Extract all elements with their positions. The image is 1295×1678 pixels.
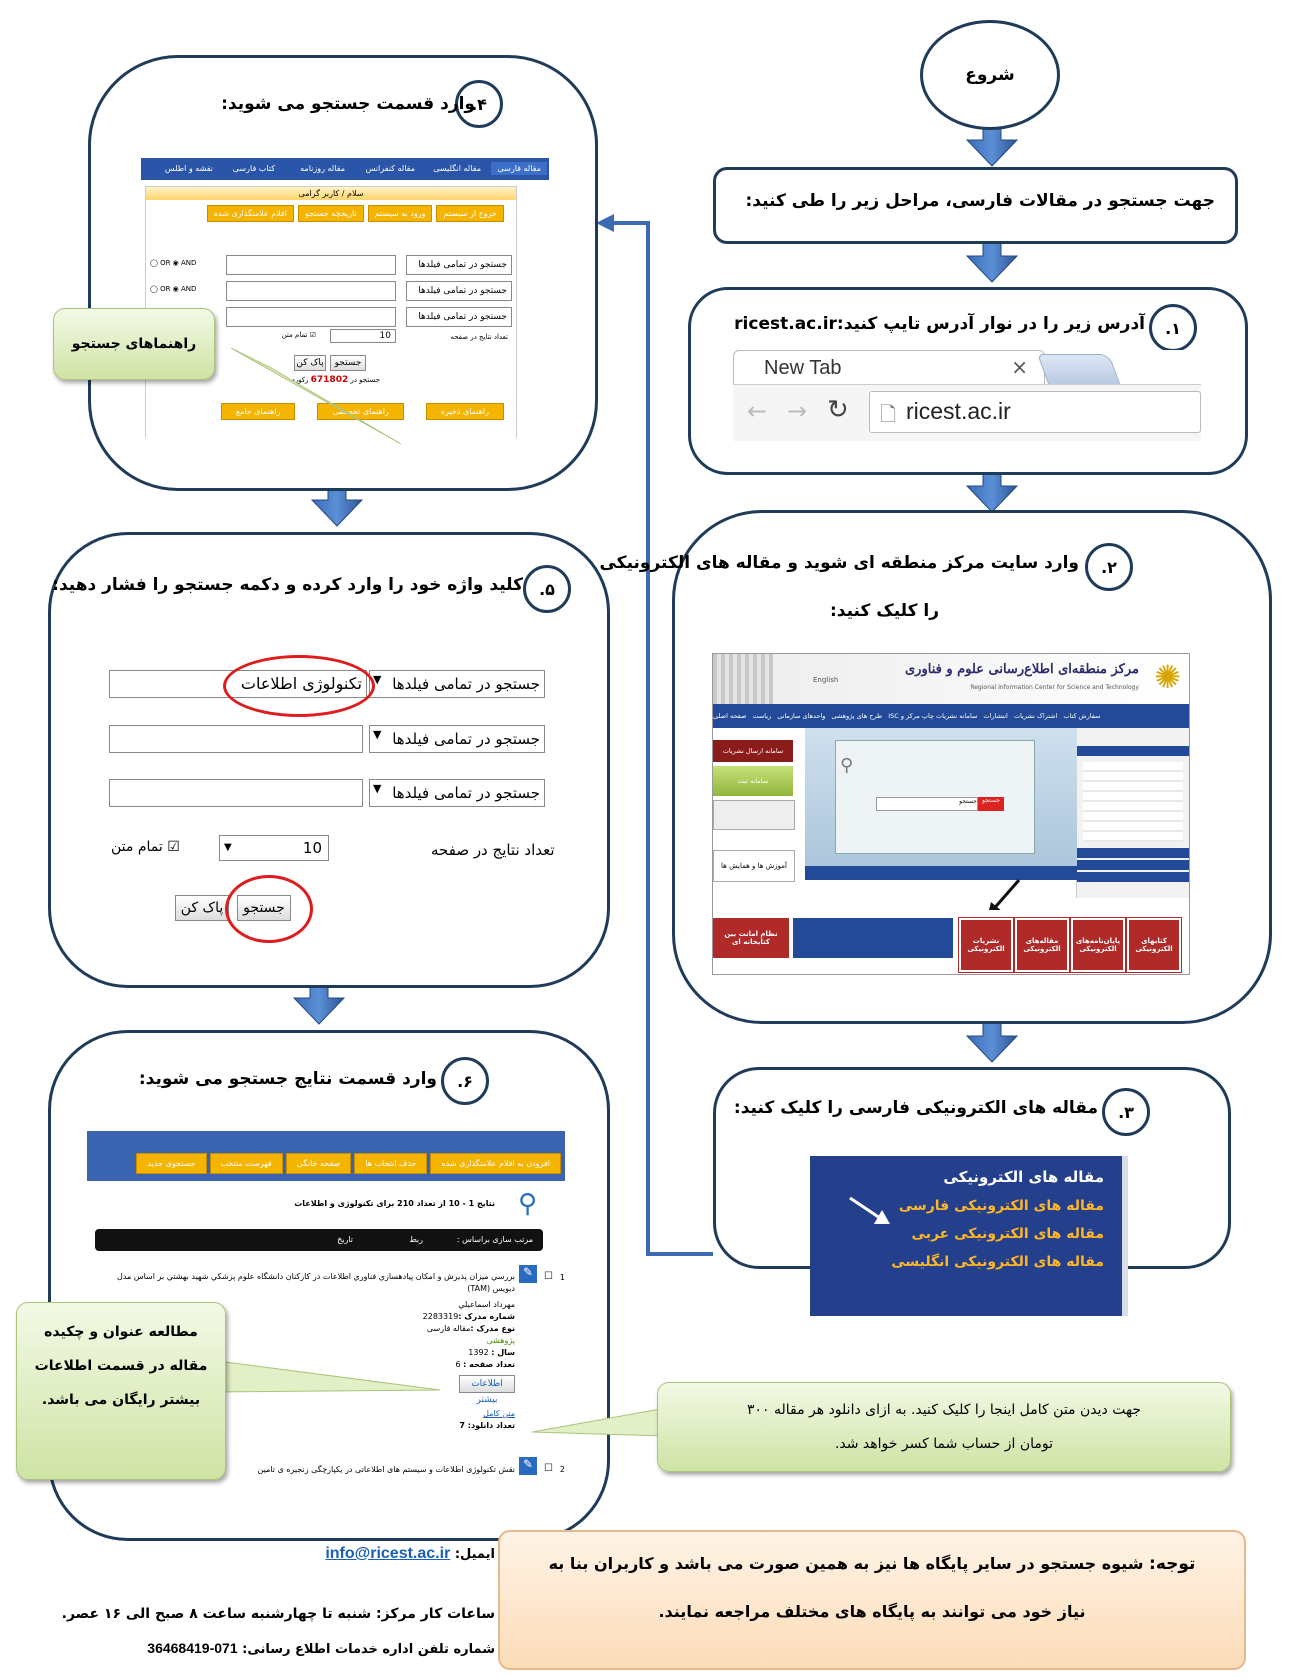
lang-link[interactable]: English bbox=[813, 676, 839, 684]
history-button[interactable]: تاریخچه جستجو bbox=[298, 205, 364, 222]
per-page-label: تعداد نتایج در صفحه bbox=[431, 841, 555, 859]
browser-tab[interactable] bbox=[733, 350, 1045, 385]
result2-title[interactable]: نقش تکنولوژی اطلاعات و سیستم های اطلاعاتی در یکپارچگی زنجیره ی تامین bbox=[257, 1465, 515, 1474]
step5-box bbox=[48, 532, 610, 988]
menu-item[interactable]: طرح های پژوهشی bbox=[831, 712, 883, 720]
menu-item-farsi[interactable]: مقاله های الکترونیکی فارسی bbox=[898, 1198, 1104, 1214]
intro-box bbox=[713, 167, 1238, 244]
result-index: 2 bbox=[559, 1465, 565, 1474]
side-tile-1[interactable]: سامانه ارسال نشریات bbox=[713, 740, 793, 762]
sort-date[interactable]: تاریخ bbox=[337, 1235, 353, 1244]
sort-bar bbox=[95, 1229, 543, 1251]
site-menu bbox=[713, 704, 1190, 728]
help-callout: راهنماهای جستجو bbox=[53, 308, 215, 380]
menu-item[interactable]: انتشارات bbox=[983, 712, 1008, 720]
greeting: سلام / کاربر گرامی bbox=[146, 187, 516, 200]
step2-box bbox=[599, 510, 1272, 1024]
bool-row[interactable]: ◯ OR ◉ AND bbox=[150, 285, 197, 293]
panel-footer bbox=[805, 866, 1077, 880]
down-arrow-intro bbox=[967, 242, 1017, 282]
keyword-input[interactable] bbox=[226, 281, 396, 301]
field-select-1[interactable]: جستجو در تمامی فیلدها bbox=[369, 670, 545, 698]
tab-home[interactable]: صفحه خانگی bbox=[286, 1153, 352, 1174]
note-label: توجه: bbox=[1149, 1554, 1196, 1574]
site-title: مرکز منطقه‌ای اطلاع‌رسانی علوم و فناوری bbox=[905, 662, 1139, 677]
bottom-tiles bbox=[713, 910, 1189, 974]
browser-toolbar bbox=[733, 384, 1201, 441]
site-search-input[interactable]: جستجو bbox=[876, 797, 978, 811]
step1-box bbox=[688, 287, 1248, 475]
tab-books[interactable]: کتاب فارسی bbox=[232, 164, 275, 173]
step1-number: .۱ bbox=[1149, 304, 1197, 352]
clear-button[interactable]: پاک کن bbox=[175, 895, 229, 921]
field-select-2[interactable]: جستجو در تمامی فیلدها bbox=[369, 725, 545, 753]
side-tile-3[interactable]: آموزش ها و همایش ها bbox=[713, 850, 795, 882]
callout-pointer-left bbox=[200, 1340, 460, 1420]
note-line2: نیاز خود می توانند به پایگاه های مختلف مراجعه نمایند. bbox=[658, 1602, 1086, 1621]
forward-arrow-icon[interactable]: → bbox=[787, 397, 808, 425]
tab-farsi[interactable]: مقاله فارسی bbox=[491, 162, 547, 175]
new-tab-button[interactable] bbox=[1037, 354, 1121, 386]
help-special[interactable]: راهنمای تخصصی bbox=[317, 403, 404, 420]
site-header bbox=[713, 654, 1189, 704]
keyword-input[interactable] bbox=[226, 255, 396, 275]
sidebar-link[interactable] bbox=[1077, 848, 1189, 858]
menu-item[interactable]: اشتراک نشریات bbox=[1013, 712, 1058, 720]
search-button[interactable]: جستجو bbox=[237, 895, 291, 921]
field-select[interactable]: جستجو در تمامی فیلدها bbox=[406, 281, 512, 301]
note-line1: توجه: شیوه جستجو در سایر پایگاه ها نیز به همین صورت می باشد و کاربران بنا به bbox=[548, 1554, 1196, 1574]
menu-item-arabic[interactable]: مقاله های الکترونیکی عربی bbox=[911, 1226, 1104, 1242]
menu-item[interactable]: صفحه اصلی bbox=[713, 712, 747, 720]
tile-ebooks[interactable]: کتابهای الکترونیکی bbox=[1127, 918, 1181, 972]
menu-item[interactable]: سفارش کتاب bbox=[1063, 712, 1101, 720]
menu-item-english[interactable]: مقاله های الکترونیکی انگلیسی bbox=[891, 1254, 1104, 1270]
phone-label: شماره تلفن اداره خدمات اطلاع رسانی: bbox=[242, 1642, 495, 1657]
reload-icon[interactable]: ↻ bbox=[827, 395, 849, 425]
fulltext-checkbox[interactable]: ☑ تمام متن bbox=[111, 839, 180, 855]
step6-text: وارد قسمت نتایج جستجو می شوید: bbox=[138, 1069, 437, 1089]
sidebar-link[interactable] bbox=[1077, 872, 1189, 882]
help-save[interactable]: راهنمای ذخیره bbox=[426, 403, 504, 420]
email-link[interactable]: info@ricest.ac.ir bbox=[325, 1545, 451, 1562]
start-oval bbox=[920, 20, 1060, 130]
tab-new-search[interactable]: جستجوی جدید bbox=[136, 1153, 206, 1174]
step1-text: آدرس زیر را در نوار آدرس تایپ کنید:ricest.ac.ir bbox=[734, 314, 1145, 334]
tab-label: New Tab bbox=[764, 357, 842, 379]
abstract-callout-line: مقاله در قسمت اطلاعات bbox=[34, 1358, 208, 1374]
center-search-panel bbox=[805, 728, 1077, 880]
login-button[interactable]: ورود به سیستم bbox=[368, 205, 433, 222]
sidebar-link[interactable] bbox=[1077, 860, 1189, 870]
tab-conference[interactable]: مقاله کنفرانس bbox=[365, 164, 415, 173]
phone-line bbox=[147, 1640, 495, 1657]
step5-text: کلید واژه خود را وارد کرده و دکمه جستجو را فشار دهید: bbox=[52, 575, 523, 595]
email-line bbox=[325, 1545, 495, 1563]
result1-meta: مهرداد اسماعيلي شماره مدرک :2283319 نوع مدرک :مقاله فارسی پژوهشی سال : 1392 تعداد صفحه : 6 bbox=[422, 1300, 515, 1369]
highlight-circle bbox=[225, 875, 313, 943]
step2-number: .۲ bbox=[1085, 543, 1133, 591]
fulltext-checkbox[interactable]: ☑ تمام متن bbox=[281, 331, 316, 339]
note-box bbox=[498, 1530, 1246, 1670]
account-buttons bbox=[207, 205, 504, 222]
tab-selected-list[interactable]: فهرست منتخب bbox=[210, 1153, 283, 1174]
earticles-menu bbox=[810, 1156, 1128, 1316]
marked-items-button[interactable]: اقلام علامتگذاری شده bbox=[207, 205, 294, 222]
checkbox[interactable]: ☐ bbox=[544, 1271, 553, 1282]
checkbox[interactable]: ☐ bbox=[544, 1463, 553, 1474]
email-label: ایمیل: bbox=[454, 1547, 495, 1562]
search-widget bbox=[835, 740, 1035, 854]
abstract-callout-line: مطالعه عنوان و چکیده bbox=[44, 1324, 198, 1340]
chevron-down-icon: ▼ bbox=[373, 728, 382, 741]
down-arrow-start bbox=[967, 126, 1017, 166]
address-bar[interactable] bbox=[869, 391, 1201, 433]
field-select[interactable]: جستجو در تمامی فیلدها bbox=[406, 255, 512, 275]
site-search-button[interactable]: جستجو bbox=[978, 797, 1004, 811]
chevron-down-icon: ▼ bbox=[373, 673, 382, 686]
keyword-input-1[interactable]: تکنولوژی اطلاعات bbox=[109, 670, 367, 698]
callout-pointer bbox=[191, 348, 421, 458]
downloads-count: تعداد دانلود: 7 bbox=[459, 1421, 515, 1430]
down-arrow-step1 bbox=[967, 472, 1017, 512]
menu-item[interactable]: ریاست bbox=[752, 712, 772, 720]
work-hours: ساعات کار مرکز: شنبه تا چهارشنبه ساعت ۸ صبح الی ۱۶ عصر. bbox=[61, 1606, 495, 1622]
step4-text: وارد قسمت جستجو می شوید: bbox=[221, 94, 475, 114]
clear-button[interactable]: پاک کن bbox=[294, 355, 326, 371]
step3-number: .۳ bbox=[1102, 1088, 1150, 1136]
abstract-callout-line: بیشتر رایگان می باشد. bbox=[41, 1392, 201, 1408]
step2-text-line1: وارد سایت مرکز منطقه ای شوید و مقاله های الکترونیکی bbox=[599, 553, 1079, 573]
tile-earticles[interactable]: مقاله‌های الکترونیکی bbox=[1015, 918, 1069, 972]
site-subtitle: Regional Information Center for Science and Technology bbox=[970, 684, 1139, 691]
logo-icon: ✺ bbox=[1154, 658, 1181, 696]
sort-label: مرتب سازی براساس : bbox=[456, 1235, 533, 1244]
step3-text: مقاله های الکترونیکی فارسی را کلیک کنید: bbox=[733, 1098, 1098, 1118]
pdf-icon[interactable]: ✎ bbox=[519, 1265, 537, 1283]
tab-newspaper[interactable]: مقاله روزنامه bbox=[300, 164, 345, 173]
step4-number: .۴ bbox=[455, 80, 503, 128]
record-count: جستجو در 671802 رکورد bbox=[291, 375, 380, 385]
step5-number: .۵ bbox=[523, 565, 571, 613]
fulltext-callout-line: جهت دیدن متن کامل اینجا را کلیک کنید. به ازای دانلود هر مقاله ۳۰۰ bbox=[746, 1402, 1142, 1418]
tile-ill[interactable]: نظام امانت بین کتابخانه ای bbox=[713, 918, 789, 958]
tab-add-marked[interactable]: افزودن به اقلام علامتگذاری شده bbox=[430, 1153, 561, 1174]
building-image bbox=[713, 654, 773, 704]
earticles-menu-title: مقاله های الکترونیکی bbox=[943, 1168, 1104, 1186]
tab-english[interactable]: مقاله انگلیسی bbox=[433, 164, 481, 173]
tile-theses[interactable]: پایان‌نامه‌های الکترونیکی bbox=[1071, 918, 1125, 972]
page-icon: 🗋 bbox=[880, 402, 897, 426]
result1-title[interactable]: بررسي ميزان پذيرش و امكان پيادهسازي فناوري اطلاعات در كاركنان دانشگاه علوم پزشكي شهيد بهشتي بر اساس مدل ديويس (TAM) bbox=[117, 1272, 515, 1293]
logout-button[interactable]: خروج از سیستم bbox=[436, 205, 504, 222]
menu-item[interactable]: واحدهای سازمانی bbox=[777, 712, 826, 720]
abstract-callout bbox=[16, 1302, 226, 1480]
magnifier-icon: ⚲ bbox=[840, 755, 854, 776]
per-page-label: تعداد نتایج در صفحه bbox=[450, 333, 508, 341]
down-arrow-step2 bbox=[967, 1022, 1017, 1062]
sidebar-list bbox=[1083, 762, 1183, 842]
tile-ejournals[interactable]: نشریات الکترونیکی bbox=[959, 918, 1013, 972]
back-arrow-icon[interactable]: ← bbox=[747, 397, 768, 425]
keyword-input-2[interactable] bbox=[109, 725, 363, 753]
field-select[interactable]: جستجو در تمامی فیلدها bbox=[406, 307, 512, 327]
browser-mock bbox=[733, 350, 1201, 440]
intro-text: جهت جستجو در مقالات فارسی، مراحل زیر را طی کنید: bbox=[745, 191, 1215, 211]
side-tile-2[interactable]: سامانه ثبت bbox=[713, 766, 793, 796]
side-tile-blank[interactable] bbox=[713, 800, 795, 830]
keyword-input[interactable] bbox=[226, 307, 396, 327]
tab-maps[interactable]: نقشه و اطلس bbox=[164, 164, 213, 173]
bool-row[interactable]: ◯ OR ◉ AND bbox=[150, 259, 197, 267]
pointer-arrow-icon bbox=[846, 1194, 894, 1228]
chevron-down-icon: ▼ bbox=[224, 842, 232, 853]
connector-arrowhead bbox=[596, 214, 614, 232]
pdf-icon[interactable]: ✎ bbox=[519, 1457, 537, 1475]
phone-number: 071-36468419 bbox=[147, 1640, 238, 1656]
field-select-3[interactable]: جستجو در تمامی فیلدها bbox=[369, 779, 545, 807]
tab-clear-selection[interactable]: حذف انتخاب ها bbox=[354, 1153, 427, 1174]
more-info-button[interactable]: اطلاعات بیشتر bbox=[459, 1375, 515, 1393]
ricest-site-mock bbox=[712, 653, 1190, 975]
step6-number: .۶ bbox=[441, 1057, 489, 1105]
highlight-circle bbox=[223, 655, 375, 717]
menu-item[interactable]: سامانه نشریات چاپ مرکز و ISC bbox=[888, 712, 978, 720]
step2-text-line2: را کلیک کنید: bbox=[829, 601, 939, 621]
close-icon[interactable]: × bbox=[1011, 355, 1028, 379]
down-arrow-step5 bbox=[294, 982, 344, 1024]
right-sidebar bbox=[1076, 728, 1189, 898]
callout-pointer-right bbox=[530, 1400, 670, 1450]
step3-box bbox=[713, 1067, 1231, 1269]
fulltext-link[interactable]: متن کامل bbox=[483, 1409, 515, 1418]
sidebar-header bbox=[1077, 746, 1189, 756]
per-page-select[interactable]: 10 bbox=[330, 329, 396, 343]
keyword-input-3[interactable] bbox=[109, 779, 363, 807]
search-button[interactable]: جستجو bbox=[330, 355, 366, 371]
start-label: شروع bbox=[965, 65, 1015, 85]
magnifier-icon: ⚲ bbox=[517, 1189, 537, 1219]
per-page-select[interactable]: ▼ 10 bbox=[219, 835, 329, 861]
help-general[interactable]: راهنمای جامع bbox=[221, 403, 296, 420]
url-text: ricest.ac.ir bbox=[906, 398, 1011, 424]
chevron-down-icon: ▼ bbox=[373, 782, 382, 795]
result-index: 1 bbox=[559, 1273, 565, 1282]
tile-ill-banner[interactable] bbox=[793, 918, 953, 958]
sort-relevance[interactable]: ربط bbox=[409, 1235, 423, 1244]
results-tabs bbox=[136, 1153, 561, 1174]
fulltext-callout bbox=[657, 1382, 1231, 1472]
step4-box bbox=[71, 55, 598, 491]
fulltext-callout-line: تومان از حساب شما کسر خواهد شد. bbox=[834, 1436, 1054, 1452]
results-summary: نتایج 1 - 10 از تعداد 210 برای تکنولوژی و اطلاعات bbox=[294, 1199, 495, 1208]
db-tabs bbox=[141, 158, 549, 180]
